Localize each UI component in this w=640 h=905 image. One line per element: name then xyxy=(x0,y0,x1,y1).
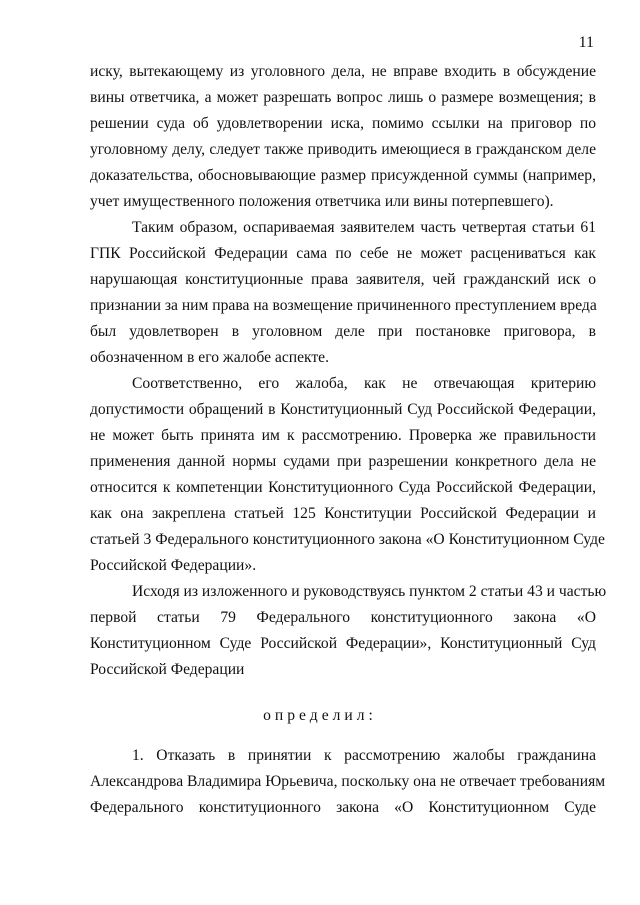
text-line: обозначенном в его жалобе аспекте. xyxy=(90,349,330,366)
text-line: не может быть принята им к рассмотрению. Проверка же правильности xyxy=(90,427,596,444)
text-line: Федерального конституционного закона «О Конституционном Суде xyxy=(90,799,596,816)
text-line: решении суда об удовлетворении иска, помимо ссылки на приговор по xyxy=(90,115,596,132)
text-line: иску, вытекающему из уголовного дела, не вправе входить в обсуждение xyxy=(90,63,596,80)
text-line: Соответственно, его жалоба, как не отвечающая критерию xyxy=(132,375,596,392)
text-line: Российской Федерации xyxy=(90,661,245,678)
text-line: учет имущественного положения ответчика или вины потерпевшего). xyxy=(90,193,554,210)
text-line: допустимости обращений в Конституционный Суд Российской Федерации, xyxy=(90,401,596,418)
text-line: Александрова Владимира Юрьевича, поскольку она не отвечает требованиям xyxy=(90,773,606,790)
text-line: признании за ним права на возмещение причиненного преступлением вреда xyxy=(90,297,597,314)
page-number: 11 xyxy=(578,34,594,51)
text-line: уголовному делу, следует также приводить имеющиеся в гражданском деле xyxy=(90,141,596,158)
text-line: Конституционном Суде Российской Федерации», Конституционный Суд xyxy=(90,635,596,652)
text-line: Таким образом, оспариваемая заявителем часть четвертая статьи 61 xyxy=(132,219,596,236)
text-line: ГПК Российской Федерации сама по себе не может расцениваться как xyxy=(90,245,596,262)
text-line: 1. Отказать в принятии к рассмотрению жалобы гражданина xyxy=(132,747,596,764)
text-line: Исходя из изложенного и руководствуясь пунктом 2 статьи 43 и частью xyxy=(132,583,607,600)
text-line: первой статьи 79 Федерального конституционного закона «О xyxy=(90,609,596,626)
text-line: вины ответчика, а может разрешать вопрос лишь о размере возмещения; в xyxy=(90,89,596,106)
text-line: применения данной нормы судами при разрешении конкретного дела не xyxy=(90,453,596,470)
text-line: доказательства, обосновывающие размер присужденной суммы (например, xyxy=(90,167,596,184)
text-line: статьей 3 Федерального конституционного закона «О Конституционном Суде xyxy=(90,531,605,548)
text-line: относится к компетенции Конституционного Суда Российской Федерации, xyxy=(90,479,596,496)
text-line: нарушающая конституционные права заявителя, чей гражданский иск о xyxy=(90,271,596,288)
text-line: как она закреплена статьей 125 Конституции Российской Федерации и xyxy=(90,505,596,522)
decision-heading: определил: xyxy=(263,707,377,724)
text-line: был удовлетворен в уголовном деле при постановке приговора, в xyxy=(90,323,596,340)
text-line: Российской Федерации». xyxy=(90,557,257,574)
